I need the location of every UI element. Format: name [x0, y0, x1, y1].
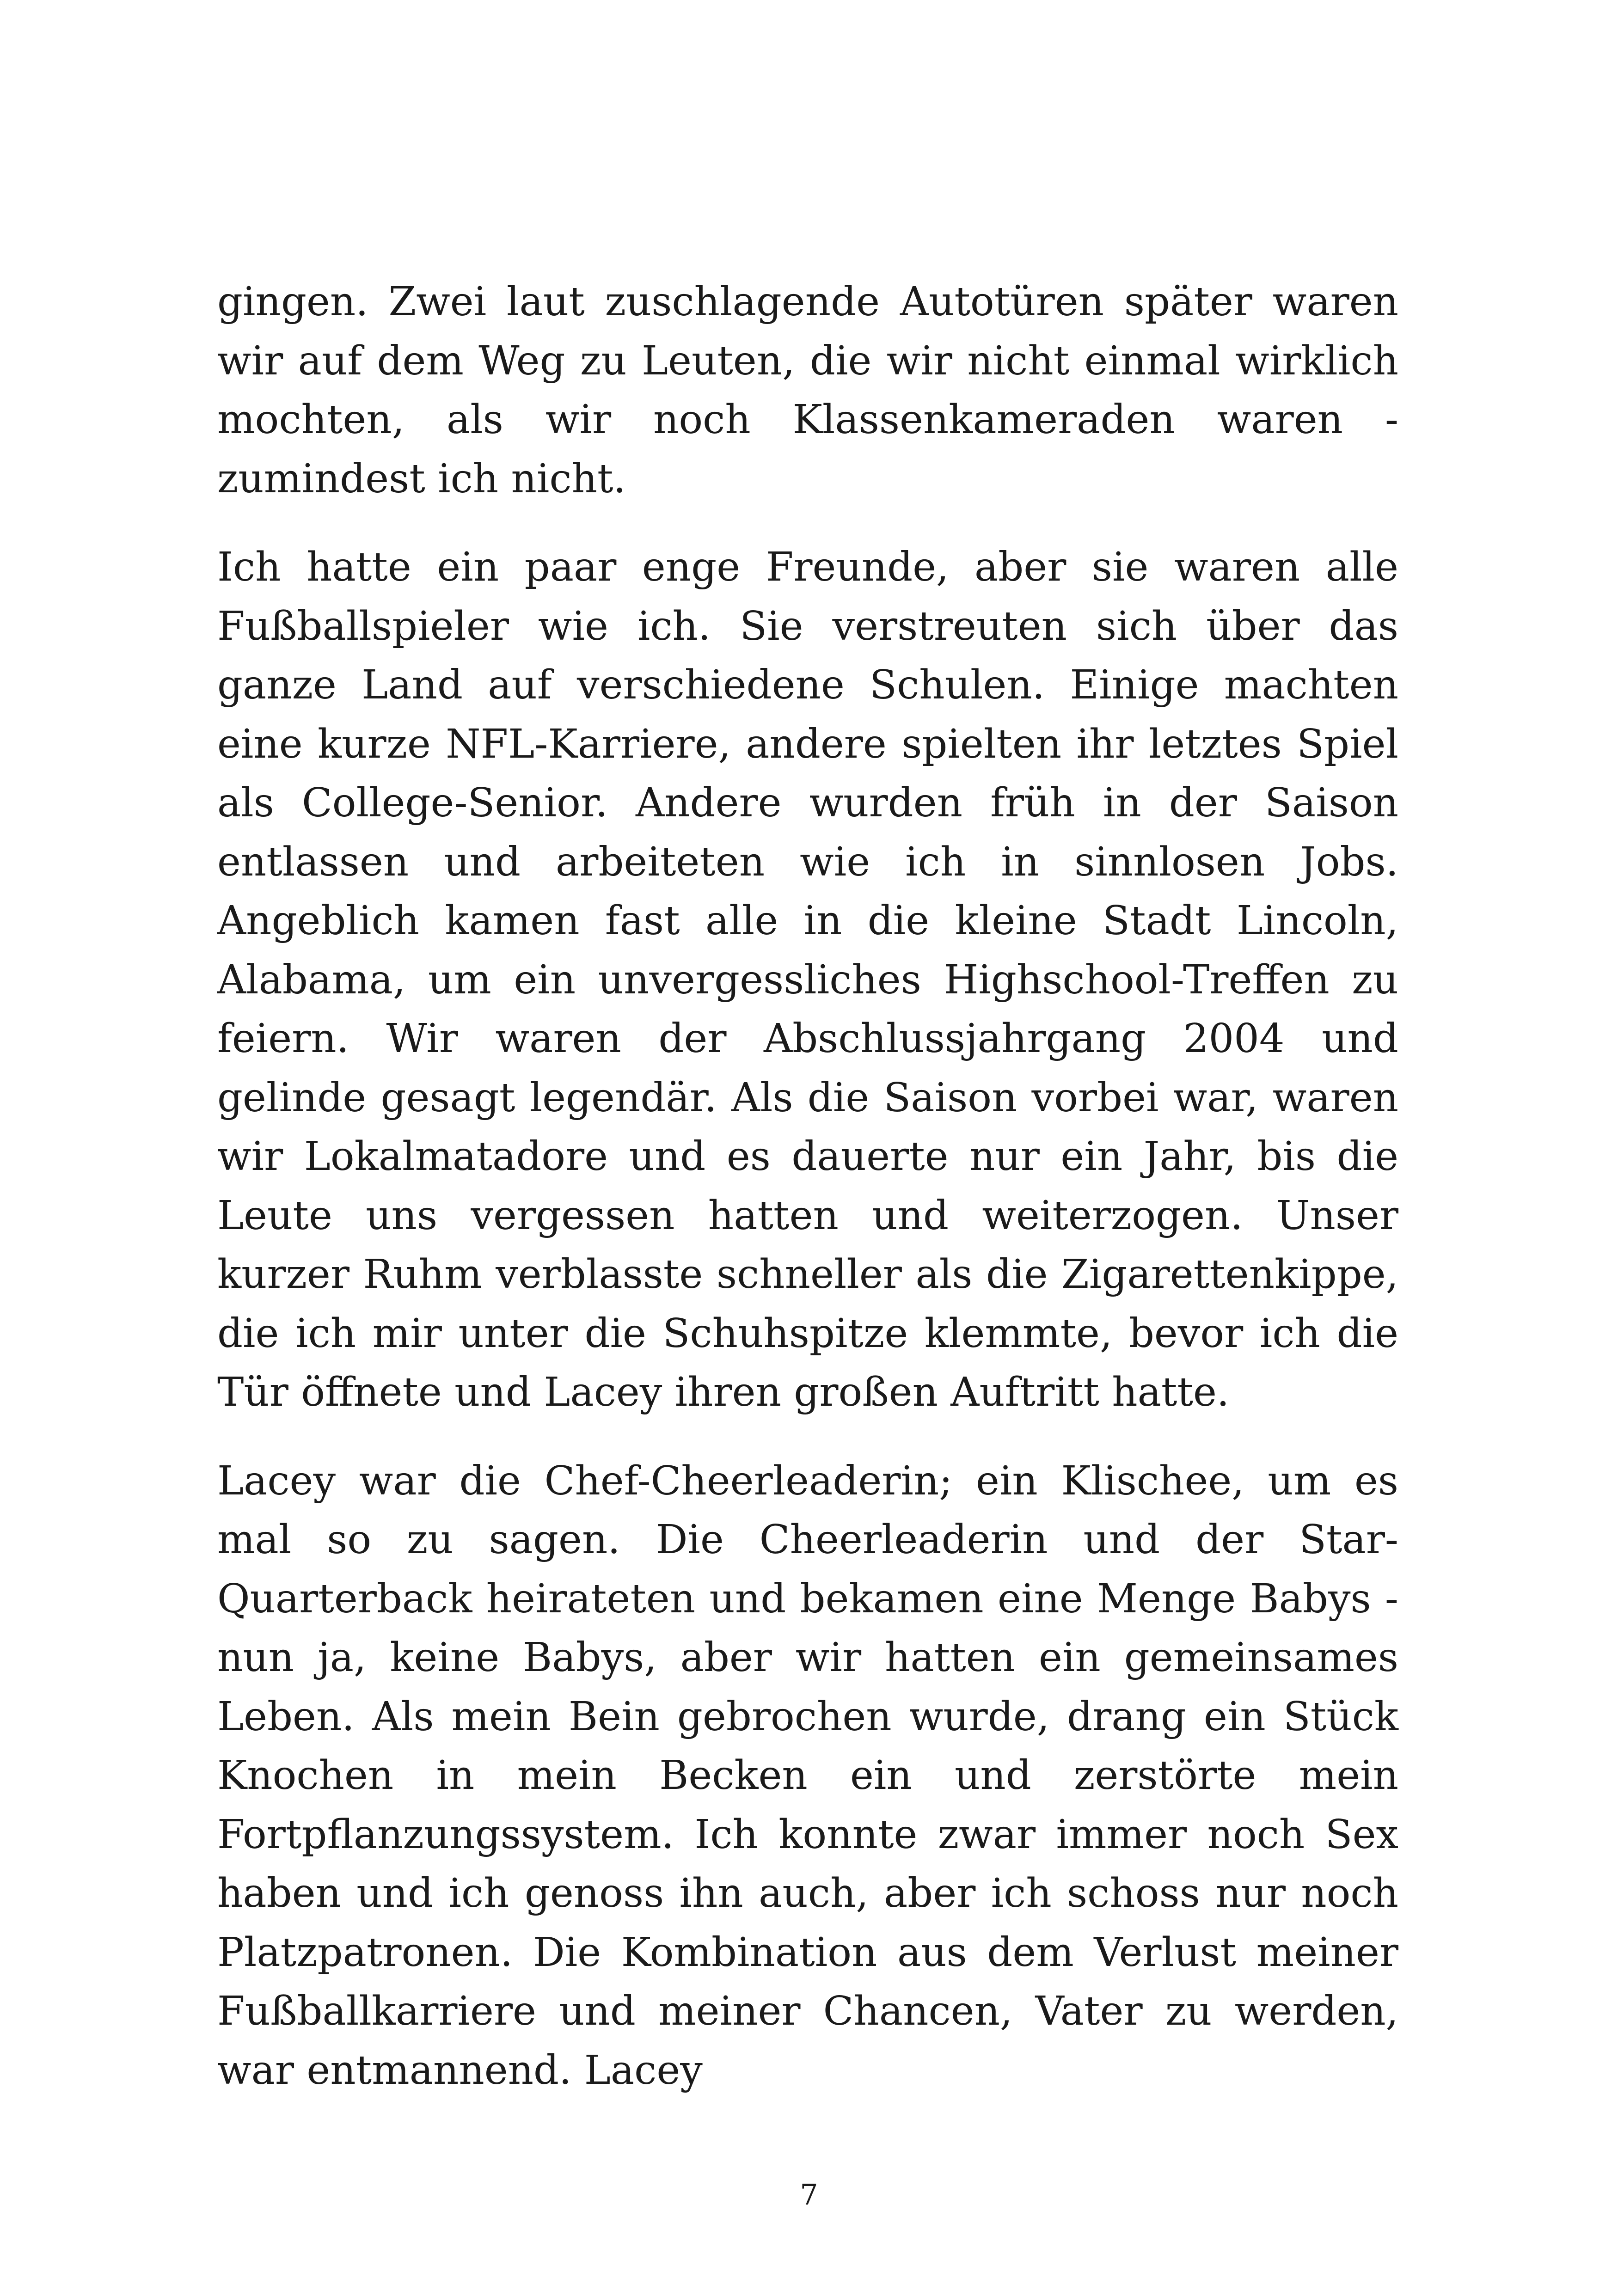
paragraph-2: Ich hatte ein paar enge Freunde, aber sie waren alle Fußballspieler wie ich. Sie verstreuten sich über das ganze Land auf verschiedene Schulen. Einige machten eine kurze NFL-Karriere, andere spielten ihr letztes Spiel als College-Senior. Andere wurden früh in der Saison entlassen und arbeiteten wie ich in sinnlosen Jobs. Angeblich kamen fast alle in die kleine Stadt Lincoln, Alabama, um ein unvergessliches Highschool-Treffen zu feiern. Wir waren der Abschlussjahrgang 2004 und gelinde gesagt legendär. Als die Saison vorbei war, waren wir Lokalmatadore und es dauerte nur ein Jahr, bis die Leute uns vergessen hatten und weiterzogen. Unser kurzer Ruhm verblasste schneller als die Zigarettenkippe, die ich mir unter die Schuhspitze klemmte, bevor ich die Tür öffnete und Lacey ihren großen Auftritt hatte. [217, 544, 1398, 1415]
body-text [217, 273, 1398, 2100]
paragraph-1: gingen. Zwei laut zuschlagende Autotüren später waren wir auf dem Weg zu Leuten, die wir nicht einmal wirklich mochten, als wir noch Klassenkameraden waren - zumindest ich nicht. [217, 279, 1398, 502]
page-number: 7 [800, 2178, 818, 2211]
paragraph-3: Lacey war die Chef-Cheerleaderin; ein Klischee, um es mal so zu sagen. Die Cheerleaderin und der Star-Quarterback heirateten und bekamen eine Menge Babys - nun ja, keine Babys, aber wir hatten ein gemeinsames Leben. Als mein Bein gebrochen wurde, drang ein Stück Knochen in mein Becken ein und zerstörte mein Fortpflanzungssystem. Ich konnte zwar immer noch Sex haben und ich genoss ihn auch, aber ich schoss nur noch Platzpatronen. Die Kombination aus dem Verlust meiner Fußballkarriere und meiner Chancen, Vater zu werden, war entmannend. Lacey [217, 1457, 1398, 2094]
